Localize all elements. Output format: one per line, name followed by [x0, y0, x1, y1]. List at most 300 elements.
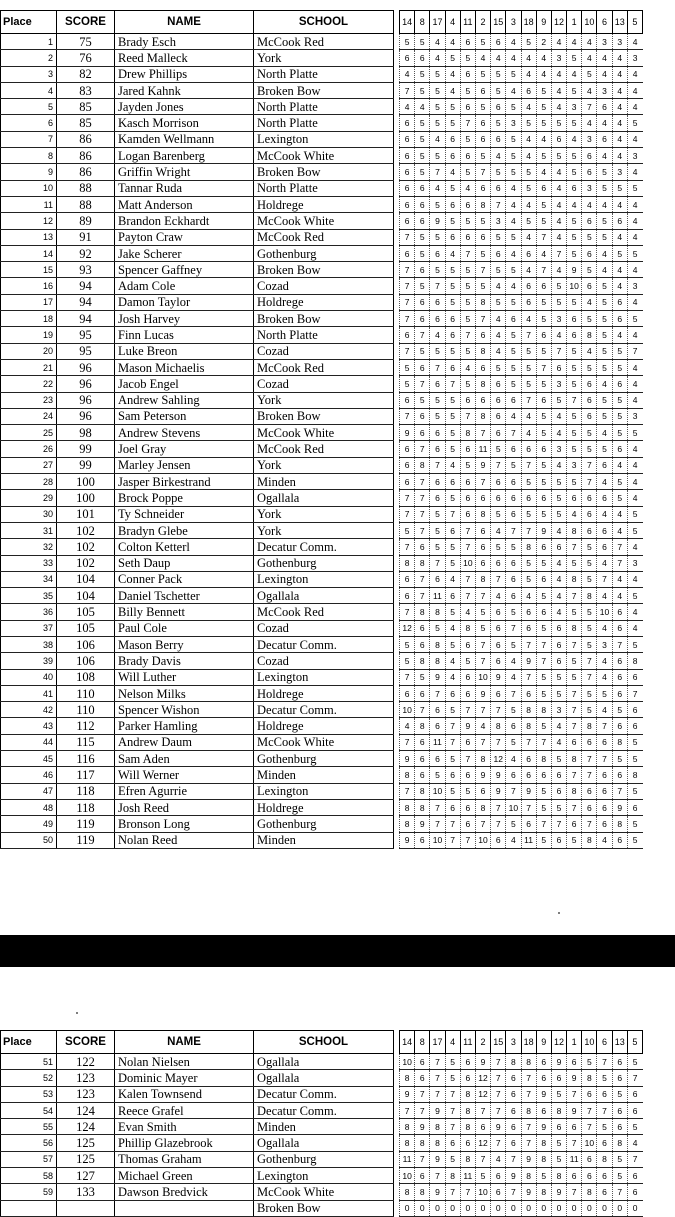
header-hole: 15 [491, 1031, 506, 1054]
hole-score-cell: 5 [627, 751, 642, 767]
hole-score-cell: 6 [415, 1168, 430, 1184]
hole-score-cell: 5 [506, 262, 521, 278]
hole-score-cell: 5 [506, 816, 521, 832]
place-cell: 11 [1, 196, 57, 212]
hole-score-cell: 7 [400, 604, 415, 620]
results-sheet-page-1 [0, 10, 675, 849]
hole-score-cell: 7 [415, 702, 430, 718]
hole-score-cell: 4 [597, 832, 612, 848]
name-cell: Parker Hamling [115, 718, 254, 734]
hole-score-cell: 8 [536, 702, 551, 718]
hole-score-cell: 6 [430, 311, 445, 327]
hole-score-cell: 6 [400, 131, 415, 147]
hole-score-cell: 5 [521, 180, 536, 196]
header-hole: 2 [475, 11, 490, 34]
hole-score-cell: 5 [430, 522, 445, 538]
hole-score-cell: 3 [506, 115, 521, 131]
name-cell: Sam Peterson [115, 408, 254, 424]
scan-speck [558, 912, 560, 914]
hole-score-cell: 7 [400, 343, 415, 359]
hole-score-cell: 6 [612, 213, 627, 229]
hole-score-cell: 6 [475, 229, 490, 245]
hole-score-cell: 6 [551, 783, 566, 799]
hole-score-cell: 5 [536, 474, 551, 490]
hole-score-cell: 8 [521, 718, 536, 734]
hole-score-cell: 5 [567, 555, 582, 571]
hole-score-cell: 7 [400, 539, 415, 555]
hole-score-cell: 6 [415, 832, 430, 848]
hole-score-cell: 6 [567, 1054, 582, 1070]
hole-score-cell: 7 [567, 636, 582, 652]
score-cell: 102 [57, 522, 115, 538]
score-cell: 133 [57, 1184, 115, 1200]
hole-score-cell: 4 [521, 262, 536, 278]
hole-score-cell: 5 [491, 262, 506, 278]
name-cell: Nolan Reed [115, 832, 254, 848]
hole-score-cell: 7 [460, 327, 475, 343]
score-cell: 102 [57, 555, 115, 571]
score-cell: 92 [57, 245, 115, 261]
hole-score-cell: 10 [430, 832, 445, 848]
hole-score-cell: 5 [536, 555, 551, 571]
hole-score-cell: 4 [400, 66, 415, 82]
school-cell: Decatur Comm. [254, 1086, 394, 1102]
score-cell: 95 [57, 343, 115, 359]
name-cell: Michael Green [115, 1168, 254, 1184]
hole-score-cell: 5 [491, 506, 506, 522]
hole-score-cell: 6 [612, 1102, 627, 1118]
hole-score-cell: 4 [612, 82, 627, 98]
hole-score-cell: 5 [551, 685, 566, 701]
hole-score-cell: 4 [475, 718, 490, 734]
hole-score-cell: 5 [597, 1119, 612, 1135]
hole-score-cell: 11 [567, 1151, 582, 1167]
hole-score-cell: 4 [521, 148, 536, 164]
hole-score-cell: 4 [612, 522, 627, 538]
hole-score-cell: 9 [536, 522, 551, 538]
score-cell: 119 [57, 816, 115, 832]
hole-score-cell: 6 [400, 571, 415, 587]
score-cell: 118 [57, 799, 115, 815]
school-cell: McCook White [254, 734, 394, 750]
hole-score-cell: 8 [430, 1135, 445, 1151]
place-cell: 10 [1, 180, 57, 196]
hole-score-cell: 5 [475, 278, 490, 294]
name-cell: Josh Reed [115, 799, 254, 815]
hole-score-cell: 6 [582, 783, 597, 799]
school-cell: Cozad [254, 376, 394, 392]
hole-score-cell: 0 [415, 1200, 430, 1216]
hole-score-cell: 5 [400, 376, 415, 392]
hole-score-cell: 5 [597, 685, 612, 701]
hole-score-cell: 5 [430, 392, 445, 408]
hole-score-cell: 6 [445, 767, 460, 783]
hole-score-cell: 5 [445, 392, 460, 408]
hole-score-cell: 5 [627, 816, 642, 832]
hole-score-cell: 8 [460, 1086, 475, 1102]
hole-score-cell: 5 [491, 539, 506, 555]
hole-score-cell: 5 [567, 148, 582, 164]
hole-score-cell: 6 [491, 555, 506, 571]
table-row [1, 816, 643, 832]
hole-score-cell: 5 [612, 702, 627, 718]
hole-score-cell: 9 [506, 1168, 521, 1184]
hole-score-cell: 6 [491, 131, 506, 147]
school-cell: York [254, 506, 394, 522]
score-cell: 124 [57, 1119, 115, 1135]
hole-score-cell: 5 [445, 783, 460, 799]
hole-score-cell: 5 [567, 229, 582, 245]
table-row [1, 278, 643, 294]
score-cell: 93 [57, 262, 115, 278]
hole-score-cell: 5 [536, 408, 551, 424]
school-cell: Gothenburg [254, 816, 394, 832]
hole-score-cell: 4 [551, 196, 566, 212]
name-cell: Sam Aden [115, 751, 254, 767]
hole-score-cell: 4 [597, 474, 612, 490]
hole-score-cell: 4 [627, 262, 642, 278]
hole-score-cell: 6 [597, 490, 612, 506]
hole-score-cell: 4 [491, 588, 506, 604]
school-cell: McCook White [254, 1184, 394, 1200]
name-cell: Conner Pack [115, 571, 254, 587]
hole-score-cell: 0 [491, 1200, 506, 1216]
hole-score-cell: 6 [415, 685, 430, 701]
hole-score-cell: 6 [582, 490, 597, 506]
hole-score-cell: 4 [567, 506, 582, 522]
hole-score-cell: 10 [597, 604, 612, 620]
score-cell: 96 [57, 359, 115, 375]
hole-score-cell: 4 [430, 50, 445, 66]
hole-score-cell: 5 [597, 327, 612, 343]
hole-score-cell: 4 [627, 359, 642, 375]
hole-score-cell: 7 [400, 734, 415, 750]
hole-score-cell: 4 [460, 359, 475, 375]
hole-score-cell: 4 [506, 196, 521, 212]
hole-score-cell: 5 [506, 343, 521, 359]
hole-score-cell: 12 [475, 1070, 490, 1086]
school-cell: Gothenburg [254, 245, 394, 261]
hole-score-cell: 4 [612, 327, 627, 343]
hole-score-cell: 4 [551, 262, 566, 278]
hole-score-cell: 3 [627, 50, 642, 66]
name-cell: Luke Breon [115, 343, 254, 359]
table-row [1, 245, 643, 261]
hole-score-cell: 5 [612, 1168, 627, 1184]
name-cell: Marley Jensen [115, 457, 254, 473]
hole-score-cell: 6 [415, 50, 430, 66]
results-body [1, 34, 643, 849]
hole-score-cell: 5 [612, 1086, 627, 1102]
hole-score-cell: 6 [491, 1168, 506, 1184]
hole-score-cell: 6 [551, 131, 566, 147]
hole-score-cell: 6 [551, 620, 566, 636]
hole-score-cell: 10 [400, 1168, 415, 1184]
hole-score-cell: 9 [551, 1054, 566, 1070]
hole-score-cell: 7 [491, 799, 506, 815]
name-cell: Josh Harvey [115, 311, 254, 327]
hole-score-cell: 4 [627, 213, 642, 229]
hole-score-cell: 7 [521, 392, 536, 408]
hole-score-cell: 4 [627, 539, 642, 555]
hole-score-cell: 4 [627, 457, 642, 473]
hole-score-cell: 6 [582, 1086, 597, 1102]
hole-score-cell: 6 [582, 799, 597, 815]
hole-score-cell: 6 [445, 685, 460, 701]
hole-score-cell: 5 [430, 506, 445, 522]
hole-score-cell: 7 [415, 506, 430, 522]
hole-score-cell: 6 [567, 1119, 582, 1135]
hole-score-cell: 5 [506, 99, 521, 115]
school-cell: Ogallala [254, 588, 394, 604]
table-row [1, 1054, 643, 1070]
hole-score-cell: 6 [597, 131, 612, 147]
hole-score-cell: 7 [506, 783, 521, 799]
hole-score-cell: 4 [521, 408, 536, 424]
hole-score-cell: 5 [506, 376, 521, 392]
hole-score-cell: 4 [612, 66, 627, 82]
hole-score-cell: 8 [400, 1070, 415, 1086]
hole-score-cell: 3 [597, 636, 612, 652]
header-score: SCORE [57, 11, 115, 34]
hole-score-cell: 6 [627, 718, 642, 734]
hole-score-cell: 5 [460, 82, 475, 98]
hole-score-cell: 5 [627, 522, 642, 538]
hole-score-cell: 8 [582, 1070, 597, 1086]
hole-score-cell: 6 [400, 115, 415, 131]
hole-score-cell: 4 [400, 99, 415, 115]
hole-score-cell: 7 [475, 653, 490, 669]
hole-score-cell: 7 [551, 816, 566, 832]
hole-score-cell: 8 [415, 604, 430, 620]
hole-score-cell: 7 [445, 1184, 460, 1200]
hole-score-cell: 5 [582, 425, 597, 441]
hole-score-cell: 5 [582, 604, 597, 620]
hole-score-cell: 6 [400, 180, 415, 196]
hole-score-cell: 6 [506, 1070, 521, 1086]
hole-score-cell: 4 [582, 82, 597, 98]
table-row [1, 620, 643, 636]
hole-score-cell: 4 [475, 50, 490, 66]
hole-score-cell: 7 [430, 1168, 445, 1184]
hole-score-cell: 5 [445, 490, 460, 506]
hole-score-cell: 5 [400, 34, 415, 50]
table-row [1, 262, 643, 278]
hole-score-cell: 8 [582, 718, 597, 734]
hole-score-cell: 7 [475, 734, 490, 750]
name-cell: Griffin Wright [115, 164, 254, 180]
school-cell: Holdrege [254, 685, 394, 701]
table-row [1, 131, 643, 147]
hole-score-cell: 6 [521, 767, 536, 783]
score-cell: 105 [57, 604, 115, 620]
score-cell: 122 [57, 1054, 115, 1070]
header-place: Place [1, 1031, 57, 1054]
score-cell: 116 [57, 751, 115, 767]
hole-score-cell: 5 [567, 604, 582, 620]
place-cell: 32 [1, 539, 57, 555]
hole-score-cell: 4 [445, 34, 460, 50]
hole-score-cell: 6 [491, 653, 506, 669]
hole-score-cell: 4 [506, 832, 521, 848]
hole-score-cell: 6 [597, 99, 612, 115]
hole-score-cell: 7 [400, 278, 415, 294]
hole-score-cell: 4 [612, 115, 627, 131]
hole-score-cell: 6 [567, 311, 582, 327]
place-cell: 16 [1, 278, 57, 294]
hole-score-cell: 5 [536, 685, 551, 701]
hole-score-cell: 4 [445, 669, 460, 685]
hole-score-cell: 7 [506, 620, 521, 636]
hole-score-cell: 5 [430, 767, 445, 783]
hole-score-cell: 5 [506, 604, 521, 620]
hole-score-cell: 4 [445, 66, 460, 82]
hole-score-cell: 7 [475, 1102, 490, 1118]
hole-score-cell: 7 [627, 685, 642, 701]
place-cell: 56 [1, 1135, 57, 1151]
name-cell: Logan Barenberg [115, 148, 254, 164]
hole-score-cell: 5 [627, 115, 642, 131]
hole-score-cell: 8 [521, 539, 536, 555]
hole-score-cell: 6 [582, 148, 597, 164]
scan-speck [76, 1012, 78, 1014]
hole-score-cell: 4 [567, 34, 582, 50]
hole-score-cell: 4 [506, 180, 521, 196]
hole-score-cell: 4 [521, 311, 536, 327]
hole-score-cell: 4 [582, 196, 597, 212]
table-row [1, 311, 643, 327]
hole-score-cell: 5 [445, 50, 460, 66]
hole-score-cell: 3 [582, 180, 597, 196]
hole-score-cell: 6 [430, 571, 445, 587]
school-cell: Lexington [254, 783, 394, 799]
hole-score-cell: 7 [521, 1070, 536, 1086]
header-hole: 10 [582, 11, 597, 34]
header-hole: 1 [567, 1031, 582, 1054]
place-cell: 20 [1, 343, 57, 359]
hole-score-cell: 7 [445, 718, 460, 734]
hole-score-cell: 5 [506, 164, 521, 180]
header-school: SCHOOL [254, 11, 394, 34]
header-hole: 8 [415, 11, 430, 34]
place-cell: 22 [1, 376, 57, 392]
hole-score-cell: 8 [460, 620, 475, 636]
hole-score-cell: 7 [430, 359, 445, 375]
hole-score-cell: 3 [567, 99, 582, 115]
hole-score-cell: 0 [536, 1200, 551, 1216]
name-cell: Mason Berry [115, 636, 254, 652]
hole-score-cell: 7 [612, 783, 627, 799]
hole-score-cell: 6 [582, 1168, 597, 1184]
hole-score-cell: 7 [460, 702, 475, 718]
hole-score-cell: 6 [445, 196, 460, 212]
hole-score-cell: 4 [430, 131, 445, 147]
hole-score-cell: 7 [400, 262, 415, 278]
hole-score-cell: 8 [400, 1135, 415, 1151]
hole-score-cell: 6 [415, 636, 430, 652]
hole-score-cell: 9 [475, 457, 490, 473]
place-cell: 8 [1, 148, 57, 164]
hole-score-cell: 7 [491, 457, 506, 473]
hole-score-cell: 3 [567, 457, 582, 473]
hole-score-cell: 7 [445, 506, 460, 522]
table-row [1, 1184, 643, 1200]
hole-score-cell: 5 [597, 441, 612, 457]
hole-score-cell: 8 [567, 571, 582, 587]
name-cell: Joel Gray [115, 441, 254, 457]
hole-score-cell: 5 [415, 164, 430, 180]
hole-score-cell: 5 [597, 392, 612, 408]
hole-score-cell: 4 [445, 245, 460, 261]
hole-score-cell: 5 [627, 506, 642, 522]
hole-score-cell: 6 [567, 1168, 582, 1184]
hole-score-cell: 8 [582, 327, 597, 343]
hole-score-cell: 5 [612, 180, 627, 196]
score-cell: 123 [57, 1086, 115, 1102]
hole-score-cell: 7 [567, 588, 582, 604]
hole-score-cell: 7 [521, 799, 536, 815]
hole-score-cell: 8 [415, 783, 430, 799]
hole-score-cell: 8 [597, 1151, 612, 1167]
hole-score-cell: 6 [536, 278, 551, 294]
school-cell: Gothenburg [254, 751, 394, 767]
table-row [1, 474, 643, 490]
hole-score-cell: 7 [415, 474, 430, 490]
hole-score-cell: 6 [521, 82, 536, 98]
hole-score-cell: 4 [551, 213, 566, 229]
school-cell: Ogallala [254, 1070, 394, 1086]
hole-score-cell: 6 [597, 799, 612, 815]
score-cell: 86 [57, 131, 115, 147]
hole-score-cell: 9 [491, 767, 506, 783]
hole-score-cell: 7 [430, 685, 445, 701]
school-cell: Decatur Comm. [254, 702, 394, 718]
hole-score-cell: 6 [415, 359, 430, 375]
hole-score-cell: 5 [521, 164, 536, 180]
hole-score-cell: 7 [475, 474, 490, 490]
header-hole: 14 [400, 1031, 415, 1054]
table-row [1, 1135, 643, 1151]
name-cell: Paul Cole [115, 620, 254, 636]
score-cell [57, 1200, 115, 1216]
hole-score-cell: 8 [415, 653, 430, 669]
hole-score-cell: 5 [567, 213, 582, 229]
hole-score-cell: 5 [536, 799, 551, 815]
hole-score-cell: 5 [506, 229, 521, 245]
hole-score-cell: 5 [430, 408, 445, 424]
hole-score-cell: 6 [400, 457, 415, 473]
hole-score-cell: 5 [475, 148, 490, 164]
score-cell: 88 [57, 180, 115, 196]
header-hole: 10 [582, 1031, 597, 1054]
hole-score-cell: 7 [430, 278, 445, 294]
hole-score-cell: 9 [536, 1119, 551, 1135]
table-row [1, 425, 643, 441]
hole-score-cell: 4 [521, 229, 536, 245]
score-cell: 96 [57, 376, 115, 392]
hole-score-cell: 4 [521, 66, 536, 82]
hole-score-cell: 4 [612, 229, 627, 245]
name-cell: Colton Ketterl [115, 539, 254, 555]
hole-score-cell: 3 [612, 164, 627, 180]
hole-score-cell: 4 [567, 131, 582, 147]
hole-score-cell: 6 [460, 441, 475, 457]
hole-score-cell: 5 [551, 278, 566, 294]
hole-score-cell: 5 [597, 229, 612, 245]
hole-score-cell: 3 [551, 311, 566, 327]
hole-score-cell: 6 [597, 457, 612, 473]
score-cell: 86 [57, 148, 115, 164]
